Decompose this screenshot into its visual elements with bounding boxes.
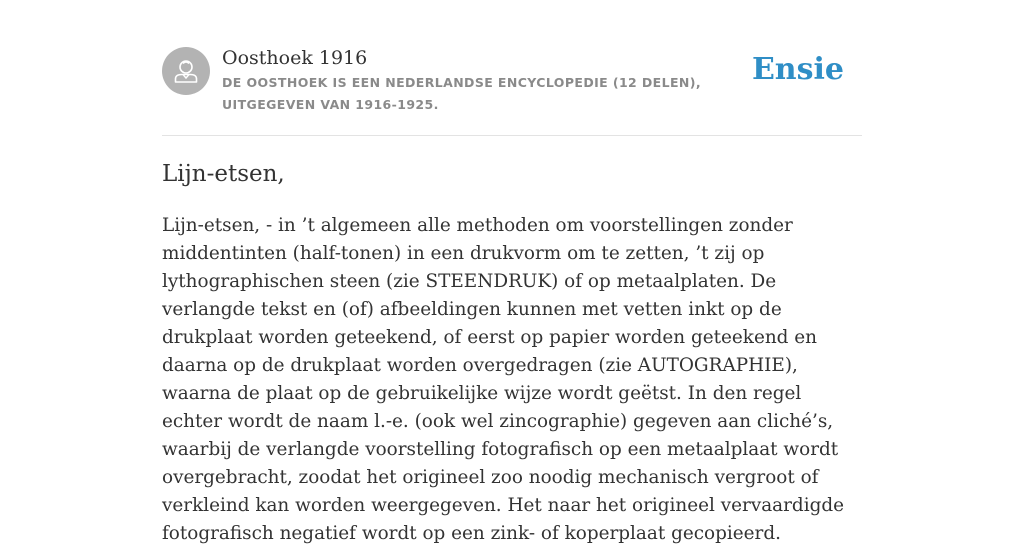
divider bbox=[162, 135, 862, 136]
entry-title: Lijn-etsen, bbox=[162, 161, 285, 187]
source-title[interactable]: Oosthoek 1916 bbox=[222, 47, 368, 69]
entry-body: Lijn-etsen, - in ’t algemeen alle methoden om voorstellingen zonder middentinten (half-tonen) in een drukvorm om te zetten, ’t zij op lythographischen steen (zie STEENDRUK) of op metaalplaten. De verlangde tekst en (of) afbeeldingen kunnen met vetten inkt op de drukplaat worden geteekend, of eerst op papier worden geteekend en daarna op de drukplaat worden overgedragen (zie AUTOGRAPHIE), waarna de plaat op de gebruikelijke wijze wordt geëtst. In den regel echter wordt de naam l.-e. (ook wel zincographie) gegeven aan cliché’s, waarbij de verlangde voorstelling fotografisch op een metaalplaat wordt overgebracht, zoodat het origineel zoo noodig mechanisch vergroot of verkleind kan worden weergegeven. Het naar het origineel vervaardigde fotografisch negatief wordt op een zink- of koperplaat gecopieerd. bbox=[162, 215, 845, 544]
avatar[interactable] bbox=[162, 47, 210, 95]
user-icon bbox=[162, 47, 210, 95]
brand-logo[interactable]: Ensie bbox=[751, 52, 844, 87]
source-description: DE OOSTHOEK IS EEN NEDERLANDSE ENCYCLOPEDIE (12 DELEN), UITGEGEVEN VAN 1916-1925. bbox=[222, 75, 702, 112]
source-header bbox=[162, 44, 862, 116]
